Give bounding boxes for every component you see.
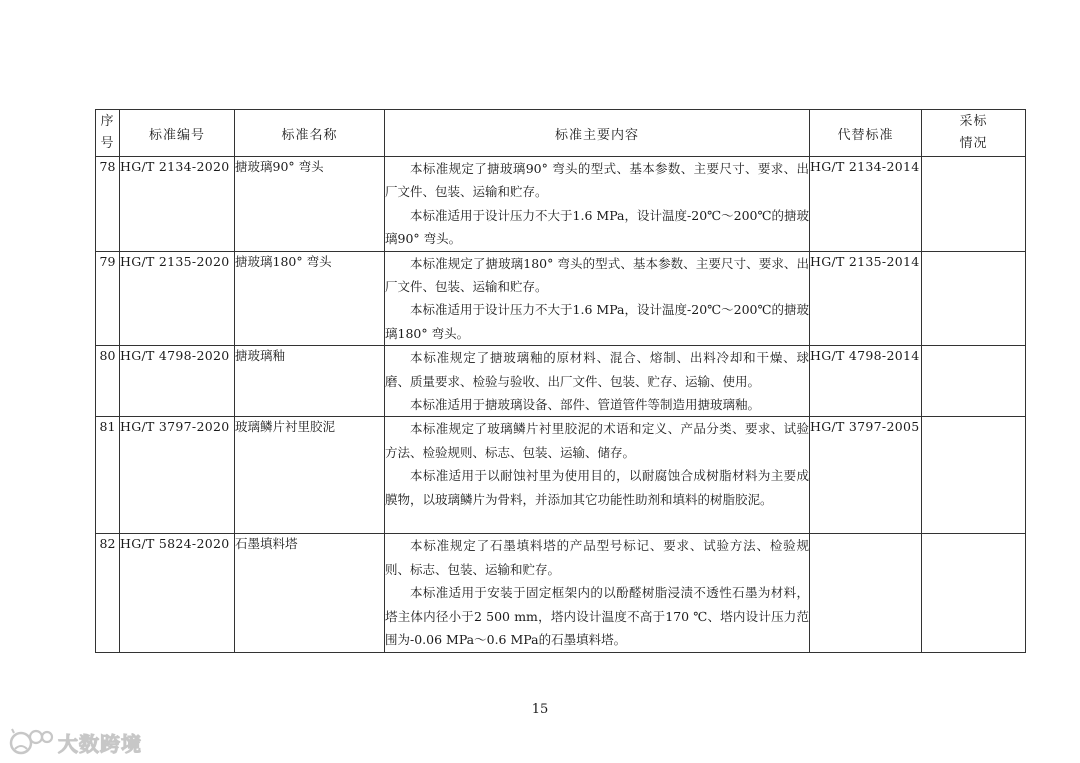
header-standard-name: 标准名称 bbox=[235, 110, 385, 157]
row-replaced-standard: HG/T 2134-2014 bbox=[810, 157, 922, 252]
row-adoption-status bbox=[922, 346, 1026, 417]
content-paragraph: 本标准适用于搪玻璃设备、部件、管道管件等制造用搪玻璃釉。 bbox=[410, 397, 761, 413]
row-standard-name: 搪玻璃90° 弯头 bbox=[235, 157, 385, 252]
row-adoption-status bbox=[922, 157, 1026, 252]
content-paragraph: 本标准适用于设计压力不大于1.6 MPa，设计温度-20℃～200℃的搪玻璃180° 弯头。 bbox=[385, 302, 809, 341]
row-standard-code: HG/T 3797-2020 bbox=[120, 417, 235, 534]
row-serial-no: 78 bbox=[96, 157, 120, 252]
standards-table bbox=[95, 109, 1026, 653]
table-row bbox=[96, 417, 1026, 534]
row-serial-no: 82 bbox=[96, 534, 120, 652]
table-row bbox=[96, 157, 1026, 252]
content-paragraph: 本标准规定了玻璃鳞片衬里胶泥的术语和定义、产品分类、要求、试验方法、检验规则、标志、包装、运输、储存。 bbox=[385, 421, 809, 460]
watermark-text: 大数跨境 bbox=[58, 731, 142, 756]
row-adoption-status bbox=[922, 417, 1026, 534]
row-standard-name: 石墨填料塔 bbox=[235, 534, 385, 652]
content-paragraph: 本标准适用于以耐蚀衬里为使用目的，以耐腐蚀合成树脂材料为主要成膜物，以玻璃鳞片为骨料，并添加其它功能性助剂和填料的树脂胶泥。 bbox=[385, 468, 809, 507]
row-standard-code: HG/T 2135-2020 bbox=[120, 251, 235, 346]
row-main-content bbox=[385, 157, 810, 252]
content-paragraph: 本标准规定了搪玻璃180° 弯头的型式、基本参数、主要尺寸、要求、出厂文件、包装、运输和贮存。 bbox=[385, 255, 809, 295]
header-standard-code: 标准编号 bbox=[120, 110, 235, 157]
row-serial-no: 80 bbox=[96, 346, 120, 417]
row-standard-code: HG/T 2134-2020 bbox=[120, 157, 235, 252]
row-replaced-standard: HG/T 3797-2005 bbox=[810, 417, 922, 534]
row-main-content bbox=[385, 346, 810, 417]
row-serial-no: 81 bbox=[96, 417, 120, 534]
table-header-row bbox=[96, 110, 1026, 157]
header-adoption-status: 采标 情况 bbox=[922, 110, 1026, 157]
row-replaced-standard bbox=[810, 534, 922, 652]
header-main-content: 标准主要内容 bbox=[385, 110, 810, 157]
sad-face-logo-icon bbox=[8, 727, 54, 757]
row-adoption-status bbox=[922, 534, 1026, 652]
row-serial-no: 79 bbox=[96, 251, 120, 346]
row-standard-name: 玻璃鳞片衬里胶泥 bbox=[235, 417, 385, 534]
content-paragraph: 本标准规定了石墨填料塔的产品型号标记、要求、试验方法、检验规则、标志、包装、运输和贮存。 bbox=[385, 538, 809, 577]
watermark bbox=[8, 726, 142, 758]
header-serial-no: 序 号 bbox=[96, 110, 120, 157]
row-replaced-standard: HG/T 4798-2014 bbox=[810, 346, 922, 417]
row-main-content bbox=[385, 417, 810, 534]
content-paragraph: 本标准规定了搪玻璃90° 弯头的型式、基本参数、主要尺寸、要求、出厂文件、包装、运输和贮存。 bbox=[385, 161, 809, 200]
row-adoption-status bbox=[922, 251, 1026, 346]
table-row bbox=[96, 534, 1026, 652]
row-main-content bbox=[385, 534, 810, 652]
row-replaced-standard: HG/T 2135-2014 bbox=[810, 251, 922, 346]
row-standard-code: HG/T 4798-2020 bbox=[120, 346, 235, 417]
content-paragraph: 本标准适用于设计压力不大于1.6 MPa，设计温度-20℃～200℃的搪玻璃90° 弯头。 bbox=[385, 207, 809, 247]
table-row bbox=[96, 346, 1026, 417]
header-replaced-standard: 代替标准 bbox=[810, 110, 922, 157]
page-number: 15 bbox=[531, 702, 549, 717]
content-paragraph: 本标准适用于安装于固定框架内的以酚醛树脂浸渍不透性石墨为材料，塔主体内径小于2 500 mm，塔内设计温度不高于170 ℃、塔内设计压力范围为-0.06 MPa～0.6 MPa的石墨填料塔。 bbox=[385, 585, 809, 648]
row-standard-name: 搪玻璃180° 弯头 bbox=[235, 251, 385, 346]
table-row bbox=[96, 251, 1026, 346]
row-standard-name: 搪玻璃釉 bbox=[235, 346, 385, 417]
content-paragraph: 本标准规定了搪玻璃釉的原材料、混合、熔制、出料冷却和干燥、球磨、质量要求、检验与验收、出厂文件、包装、贮存、运输、使用。 bbox=[385, 350, 809, 389]
row-standard-code: HG/T 5824-2020 bbox=[120, 534, 235, 652]
row-main-content bbox=[385, 251, 810, 346]
